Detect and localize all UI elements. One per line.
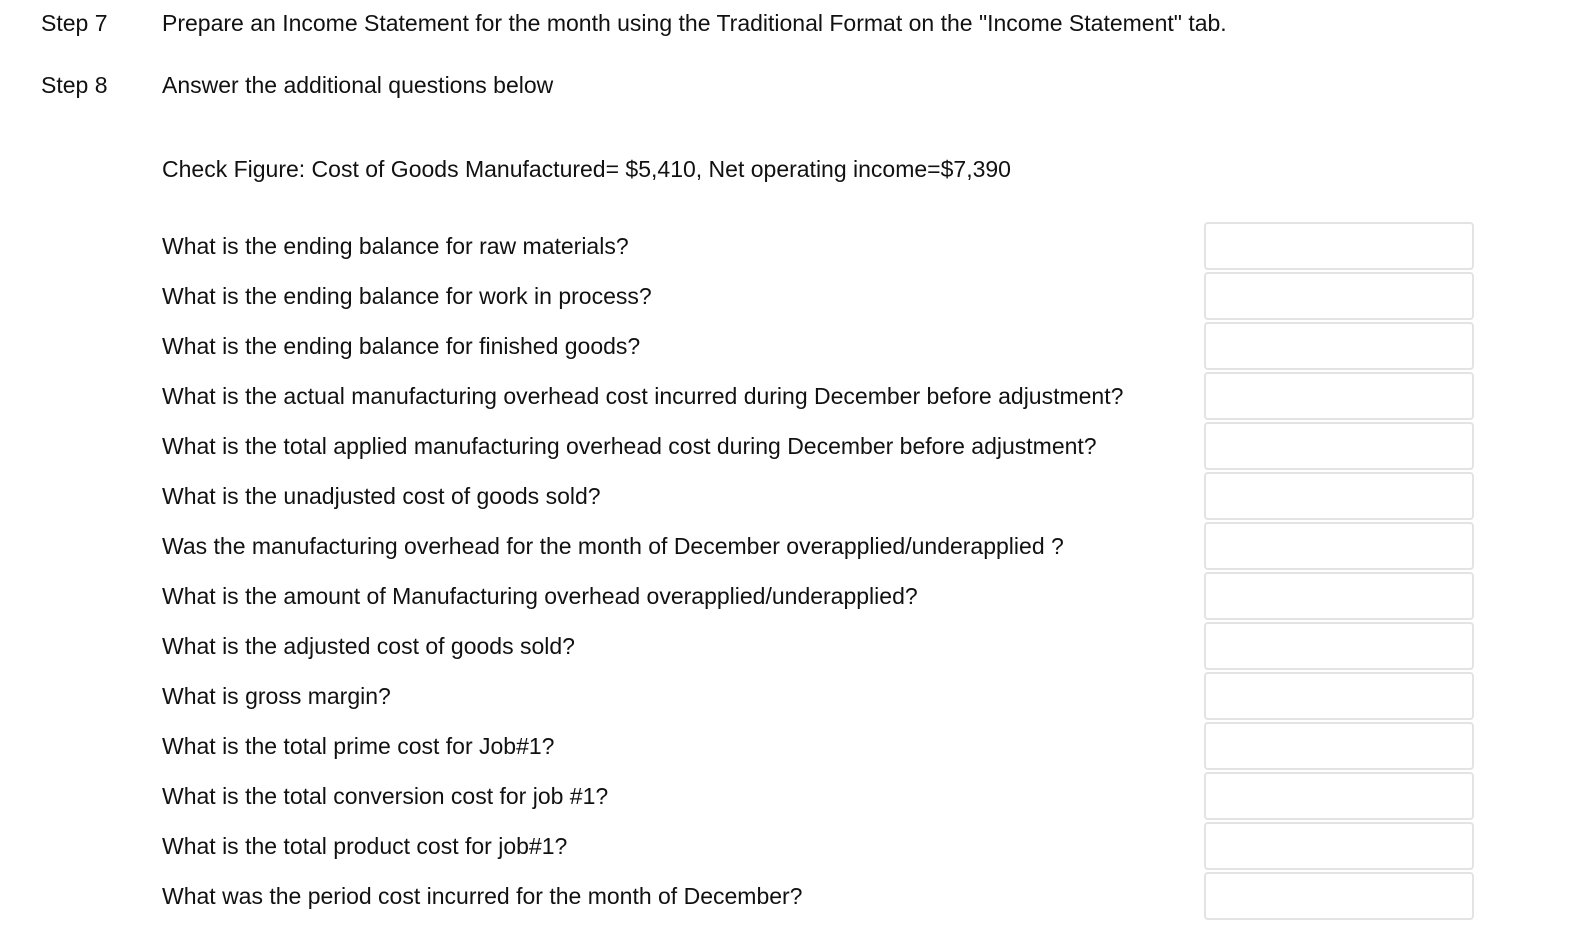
answer-input[interactable] [1204, 422, 1474, 470]
question-text: What is the total prime cost for Job#1? [162, 733, 555, 759]
question-text: What is the total applied manufacturing overhead cost during December before adjustment? [162, 433, 1097, 459]
step-8-text: Answer the additional questions below [162, 72, 554, 98]
question-list [0, 222, 1570, 922]
question-text: What is the ending balance for finished goods? [162, 333, 641, 359]
question-row [0, 372, 1570, 422]
answer-input[interactable] [1204, 822, 1474, 870]
answer-input[interactable] [1204, 272, 1474, 320]
step-7-text: Prepare an Income Statement for the month using the Traditional Format on the "Income Statement" tab. [162, 10, 1227, 36]
question-row [0, 472, 1570, 522]
question-text: What is the total conversion cost for job #1? [162, 783, 609, 809]
question-row [0, 872, 1570, 922]
question-row [0, 522, 1570, 572]
answer-input[interactable] [1204, 222, 1474, 270]
question-row [0, 622, 1570, 672]
question-text: What was the period cost incurred for the month of December? [162, 883, 803, 909]
step-7-label: Step 7 [41, 10, 108, 36]
question-row [0, 422, 1570, 472]
question-row [0, 222, 1570, 272]
answer-input[interactable] [1204, 372, 1474, 420]
question-text: What is the ending balance for raw materials? [162, 233, 629, 259]
question-row [0, 672, 1570, 722]
question-text: What is the ending balance for work in process? [162, 283, 652, 309]
step-8-label: Step 8 [41, 72, 108, 98]
answer-input[interactable] [1204, 772, 1474, 820]
question-text: What is the amount of Manufacturing overhead overapplied/underapplied? [162, 583, 918, 609]
question-row [0, 272, 1570, 322]
question-row [0, 722, 1570, 772]
answer-input[interactable] [1204, 572, 1474, 620]
answer-input[interactable] [1204, 672, 1474, 720]
answer-input[interactable] [1204, 872, 1474, 920]
question-text: What is the unadjusted cost of goods sold? [162, 483, 601, 509]
question-text: What is the adjusted cost of goods sold? [162, 633, 575, 659]
answer-input[interactable] [1204, 322, 1474, 370]
question-text: Was the manufacturing overhead for the month of December overapplied/underapplied ? [162, 533, 1064, 559]
question-row [0, 772, 1570, 822]
answer-input[interactable] [1204, 622, 1474, 670]
answer-input[interactable] [1204, 472, 1474, 520]
answer-input[interactable] [1204, 522, 1474, 570]
check-figure: Check Figure: Cost of Goods Manufactured= $5,410, Net operating income=$7,390 [162, 156, 1011, 182]
question-row [0, 322, 1570, 372]
question-text: What is the total product cost for job#1? [162, 833, 568, 859]
question-text: What is gross margin? [162, 683, 391, 709]
question-row [0, 822, 1570, 872]
question-row [0, 572, 1570, 622]
answer-input[interactable] [1204, 722, 1474, 770]
question-text: What is the actual manufacturing overhead cost incurred during December before adjustment? [162, 383, 1124, 409]
